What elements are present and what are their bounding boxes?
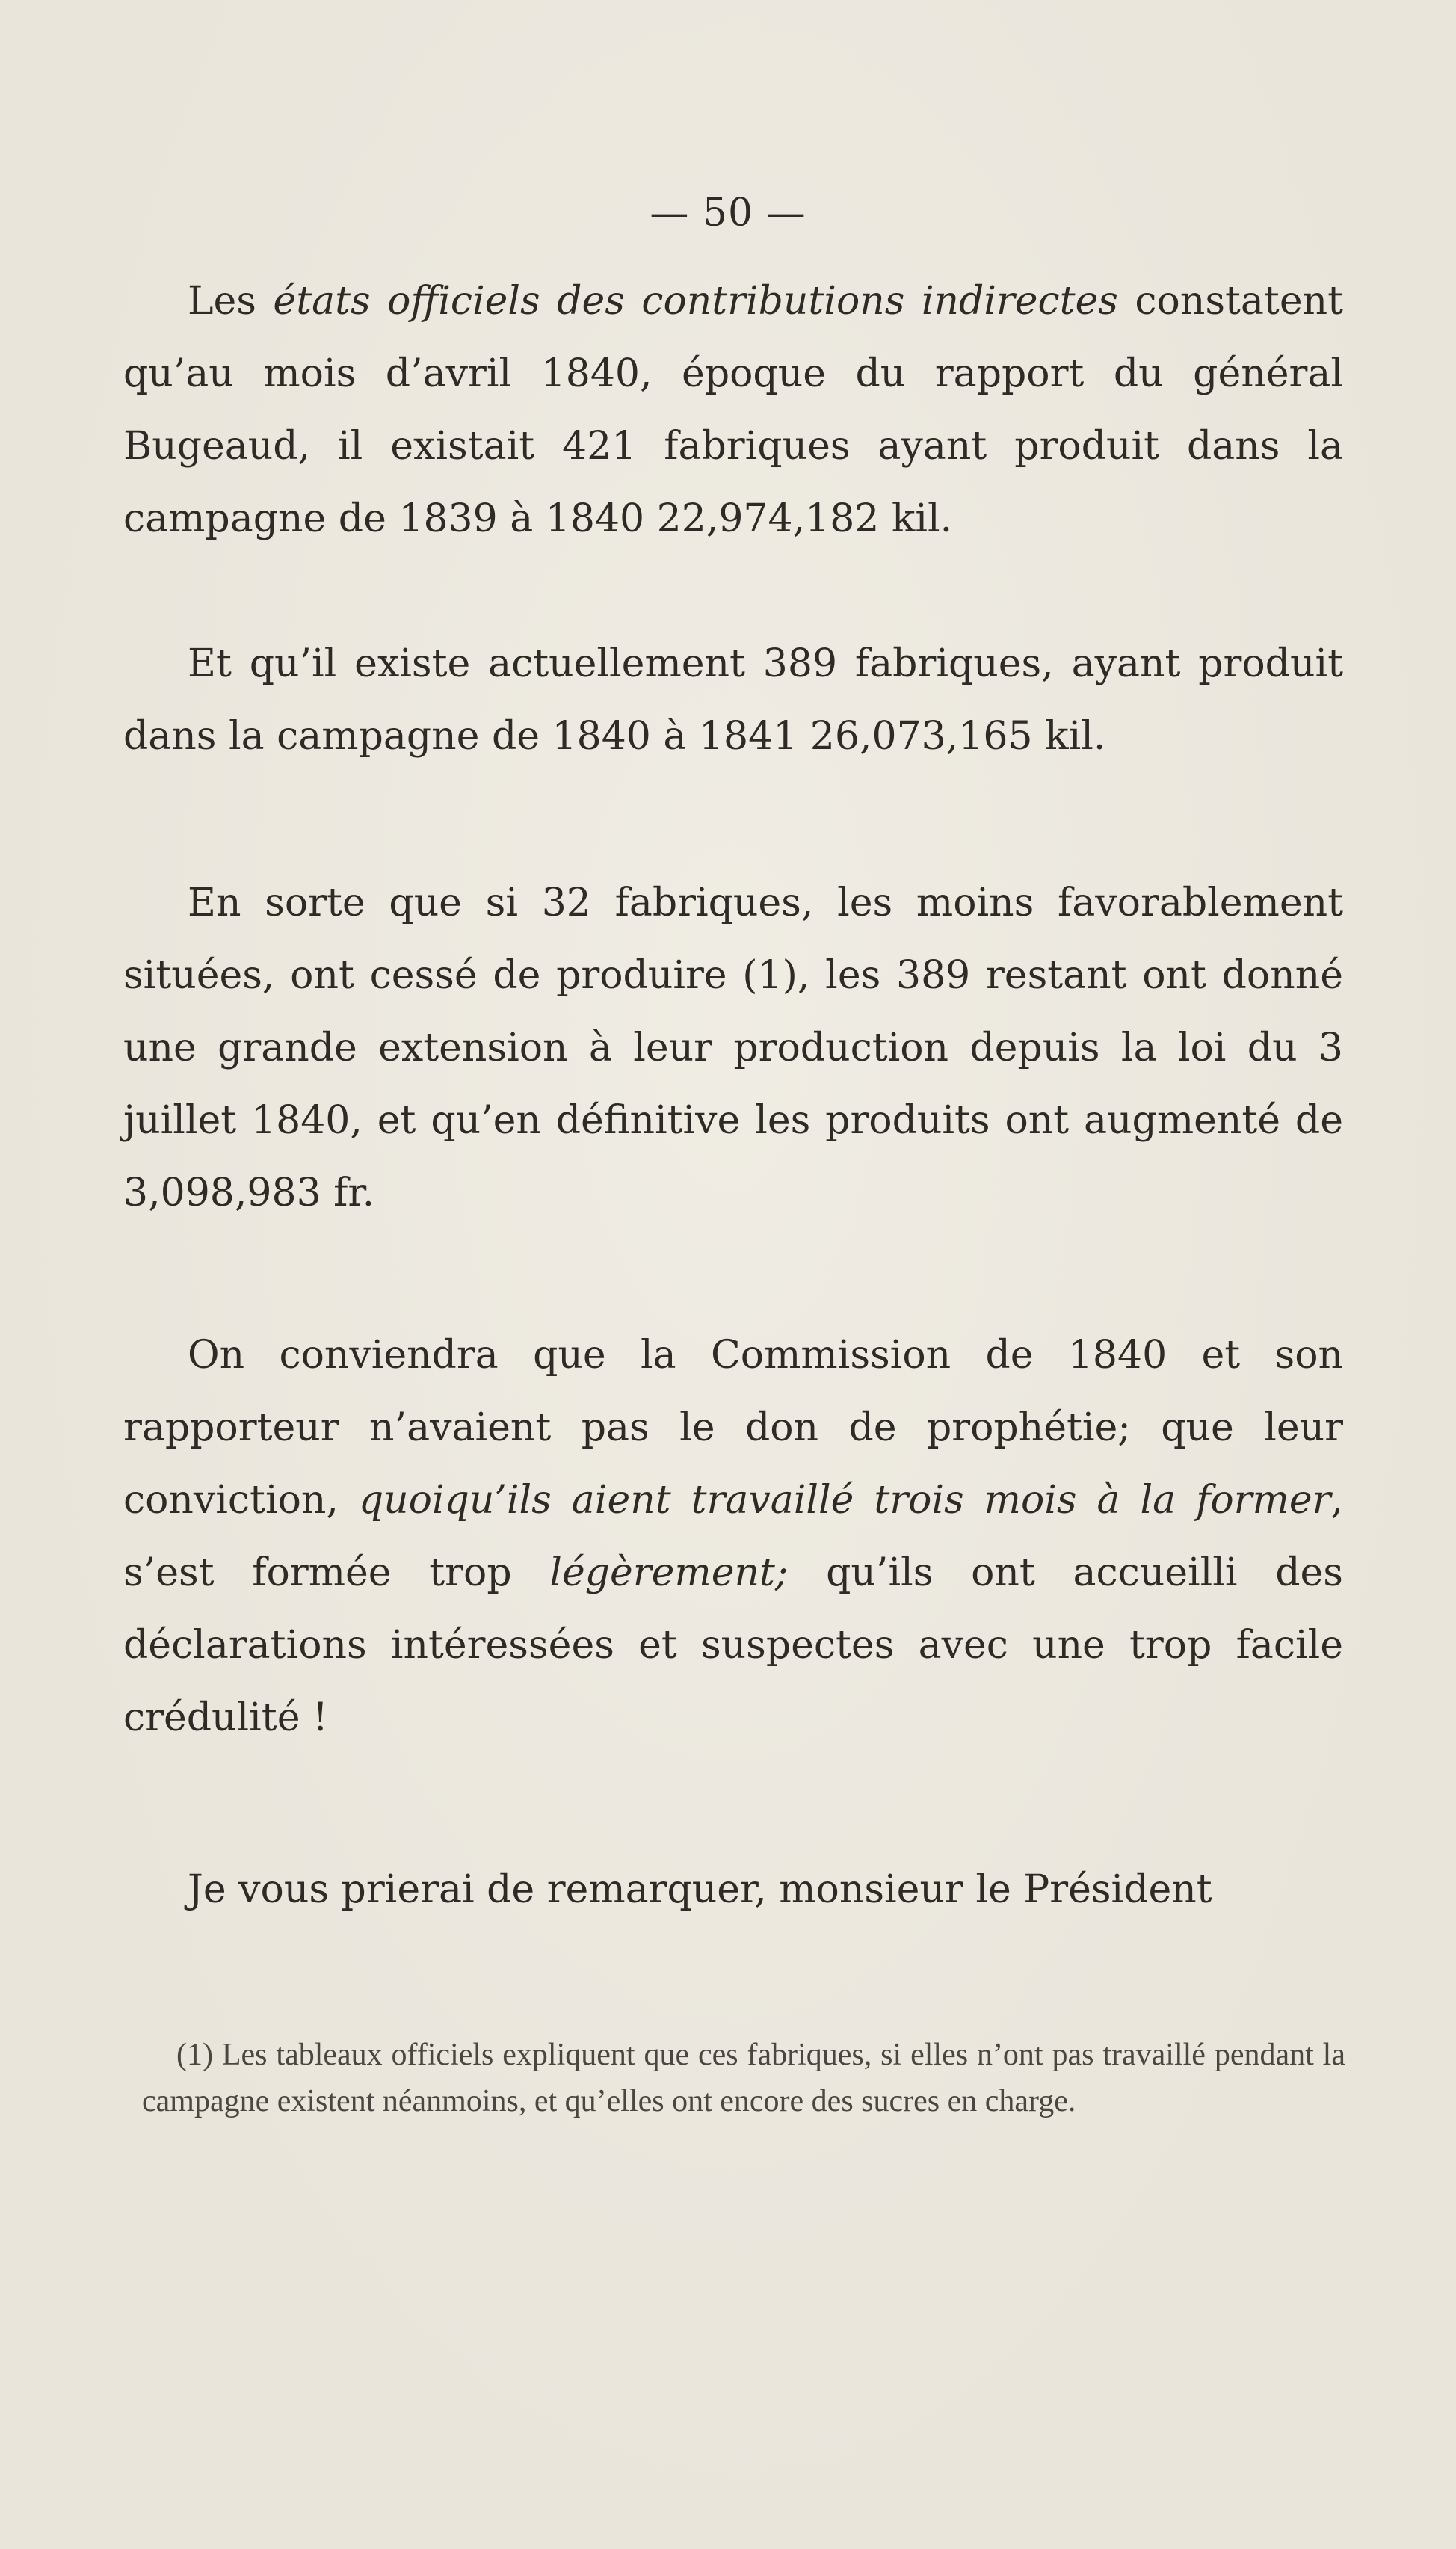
paragraph-4-italic-2: légèrement; bbox=[549, 1550, 789, 1595]
paragraph-4-italic-1: quoiqu’ils aient travaillé trois mois à la former bbox=[358, 1478, 1331, 1523]
footnote bbox=[142, 2032, 1345, 2124]
paragraph-2-text: Et qu’il existe actuellement 389 fabriques, ayant produit dans la campagne de 1840 à 1841 26,073,165 kil. bbox=[123, 641, 1343, 759]
paragraph-2 bbox=[123, 628, 1343, 773]
paragraph-1-text bbox=[123, 265, 1343, 555]
paragraph-1 bbox=[123, 265, 1343, 555]
paragraph-1-lead: Les bbox=[188, 279, 274, 324]
paragraph-3-text: En sorte que si 32 fabriques, les moins favorablement situées, ont cessé de produire (1), les 389 restant ont donné une grande extension à leur production depuis la loi du 3 juillet 1840, et qu’en définitive les produits ont augmenté de 3,098,983 fr. bbox=[123, 881, 1343, 1215]
footnote-text: (1) Les tableaux officiels expliquent que ces fabriques, si elles n’ont pas travaillé pendant la campagne existent néanmoins, et qu’elles ont encore des sucres en charge. bbox=[142, 2038, 1345, 2118]
paragraph-5 bbox=[123, 1854, 1343, 1926]
page-number: — 50 — bbox=[650, 191, 806, 235]
paragraph-1-rest: constatent qu’au mois d’avril 1840, époque du rapport du général Bugeaud, il existait 421 fabriques ayant produit dans la campagne de 1839 à 1840 22,974,182 kil. bbox=[123, 279, 1343, 541]
paragraph-3 bbox=[123, 867, 1343, 1230]
paragraph-1-italic: états officiels des contributions indirectes bbox=[273, 279, 1118, 324]
paragraph-4-text bbox=[123, 1319, 1343, 1754]
paragraph-4-rest: qu’ils ont accueilli des déclarations intéressées et suspectes avec une trop facile crédulité ! bbox=[123, 1550, 1343, 1740]
paragraph-5-text: Je vous prierai de remarquer, monsieur le Président bbox=[188, 1867, 1212, 1912]
paragraph-4-lead: On conviendra que la Commission de 1840 et son rapporteur n’avaient pas le don de prophétie; que leur conviction, bbox=[123, 1333, 1343, 1523]
paragraph-4-mid: , s’est formée trop bbox=[123, 1478, 1344, 1595]
paragraph-4 bbox=[123, 1319, 1343, 1754]
